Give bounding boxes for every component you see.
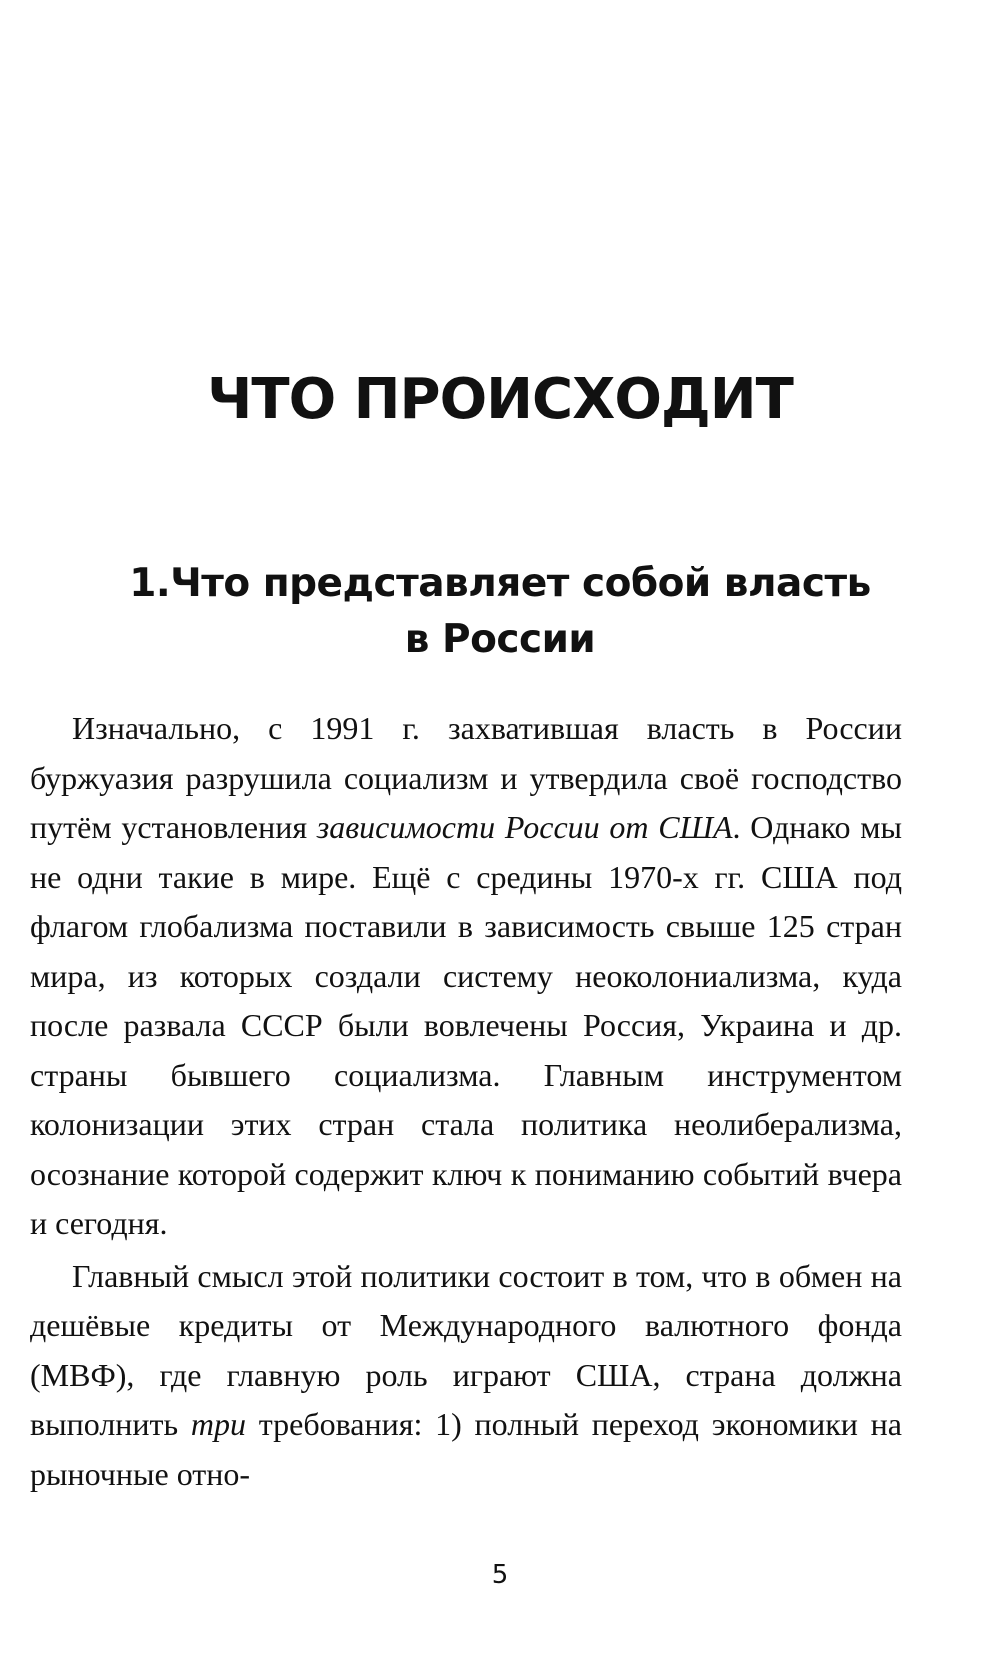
page-number: 5 <box>491 1560 509 1590</box>
paragraph-2 <box>30 1252 902 1500</box>
paragraph-2-emphasis: три <box>190 1406 246 1442</box>
paragraph-2-part-a: Главный смысл этой политики состоит в том, что в обмен на дешёвые кредиты от Международного валютного фонда (МВФ), где главную роль играют США, страна должна выполнить <box>30 1257 902 1442</box>
paragraph-2-part-b: требования: 1) полный переход экономики на рыночные отно- <box>30 1406 903 1492</box>
section-title <box>0 556 1000 668</box>
section-title-line-2: в России <box>404 617 596 662</box>
paragraph-1-part-b: . Однако мы не одни такие в мире. Ещё с средины 1970-х гг. США под флагом глобализма поставили в зависимость свыше 125 стран мира, из которых создали систему неоколониализма, куда после развала СССР были вовлечены Россия, Украина и др. страны бывшего социализма. Главным инструментом колонизации этих стран стала политика неолиберализма, осознание которой содержит ключ к пониманию событий вчера и сегодня. <box>30 809 902 1241</box>
chapter-title: ЧТО ПРОИСХОДИТ <box>207 367 793 432</box>
body-text <box>30 704 902 1499</box>
section-title-line-1: 1.Что представляет собой власть <box>129 561 871 606</box>
paragraph-1-emphasis: зависимости России от США <box>316 809 733 845</box>
paragraph-1 <box>30 704 902 1249</box>
paragraph-1-part-a: Изначально, с 1991 г. захватившая власть в России буржуазия разрушила социализм и утвердила своё господство путём установления <box>30 710 902 845</box>
